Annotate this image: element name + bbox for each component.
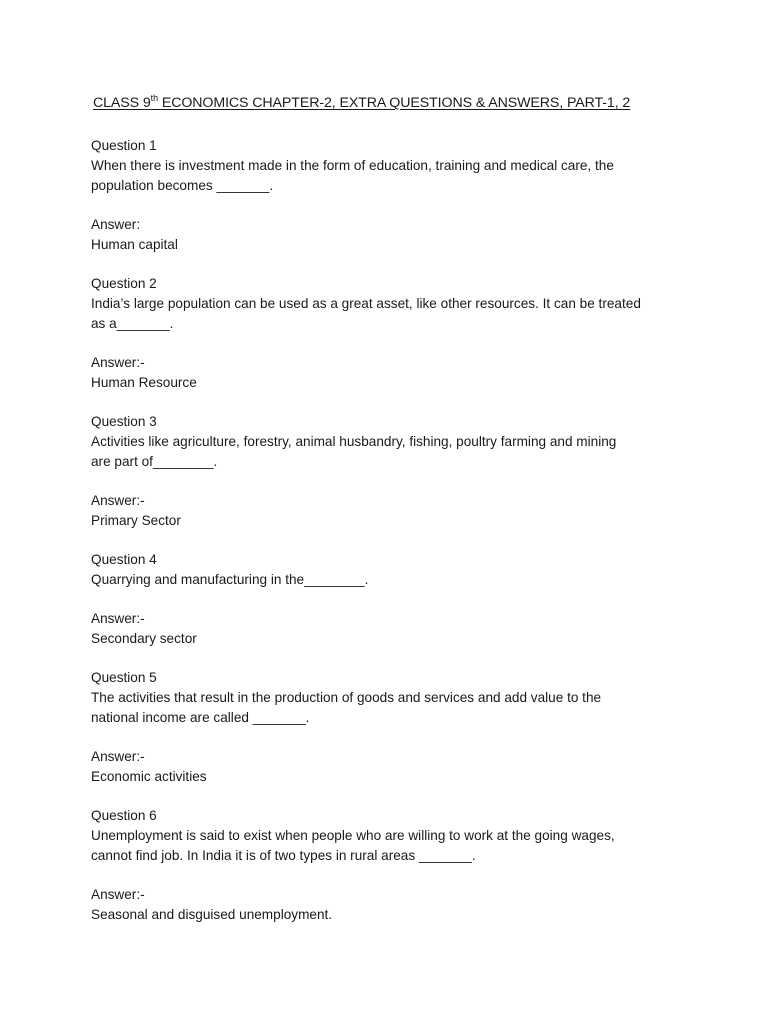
- question-text: Quarrying and manufacturing in the________.: [91, 572, 369, 587]
- question-text: as a_______.: [91, 316, 174, 331]
- title-suffix: ECONOMICS CHAPTER-2, EXTRA QUESTIONS & ANSWERS, PART-1, 2: [157, 95, 631, 111]
- answer-label: Answer:: [91, 217, 141, 232]
- answer-text: Human capital: [91, 237, 178, 252]
- question-block: [91, 412, 691, 472]
- answer-label: Answer:-: [91, 749, 145, 764]
- question-text: are part of________.: [91, 454, 218, 469]
- question-text: The activities that result in the production of goods and services and add value to the: [91, 690, 602, 705]
- question-block: [91, 274, 691, 334]
- qa-list: [91, 136, 691, 944]
- answer-block: [91, 353, 691, 393]
- answer-label: Answer:-: [91, 355, 145, 370]
- answer-block: [91, 215, 691, 255]
- question-label: Question 3: [91, 414, 157, 429]
- question-text: population becomes _______.: [91, 178, 274, 193]
- question-text: national income are called _______.: [91, 710, 310, 725]
- question-block: [91, 806, 691, 866]
- answer-text: Secondary sector: [91, 631, 197, 646]
- answer-label: Answer:-: [91, 493, 145, 508]
- answer-block: [91, 609, 691, 649]
- question-block: [91, 136, 691, 196]
- question-text: Activities like agriculture, forestry, animal husbandry, fishing, poultry farming and mining: [91, 434, 617, 449]
- answer-block: [91, 885, 691, 925]
- answer-text: Human Resource: [91, 375, 197, 390]
- answer-block: [91, 747, 691, 787]
- title-superscript: th: [150, 93, 158, 103]
- answer-block: [91, 491, 691, 531]
- question-label: Question 6: [91, 808, 157, 823]
- question-text: cannot find job. In India it is of two types in rural areas _______.: [91, 848, 476, 863]
- question-text: When there is investment made in the form of education, training and medical care, the: [91, 158, 614, 173]
- question-text: India’s large population can be used as a great asset, like other resources. It can be treated: [91, 296, 641, 311]
- answer-label: Answer:-: [91, 887, 145, 902]
- answer-text: Seasonal and disguised unemployment.: [91, 907, 333, 922]
- question-text: Unemployment is said to exist when people who are willing to work at the going wages,: [91, 828, 615, 843]
- question-label: Question 1: [91, 138, 157, 153]
- question-label: Question 5: [91, 670, 157, 685]
- question-label: Question 2: [91, 276, 157, 291]
- question-block: [91, 668, 691, 728]
- question-block: [91, 550, 691, 590]
- answer-text: Economic activities: [91, 769, 207, 784]
- title-prefix: CLASS 9: [93, 95, 151, 111]
- answer-label: Answer:-: [91, 611, 145, 626]
- question-label: Question 4: [91, 552, 157, 567]
- answer-text: Primary Sector: [91, 513, 181, 528]
- document-title: [93, 95, 673, 111]
